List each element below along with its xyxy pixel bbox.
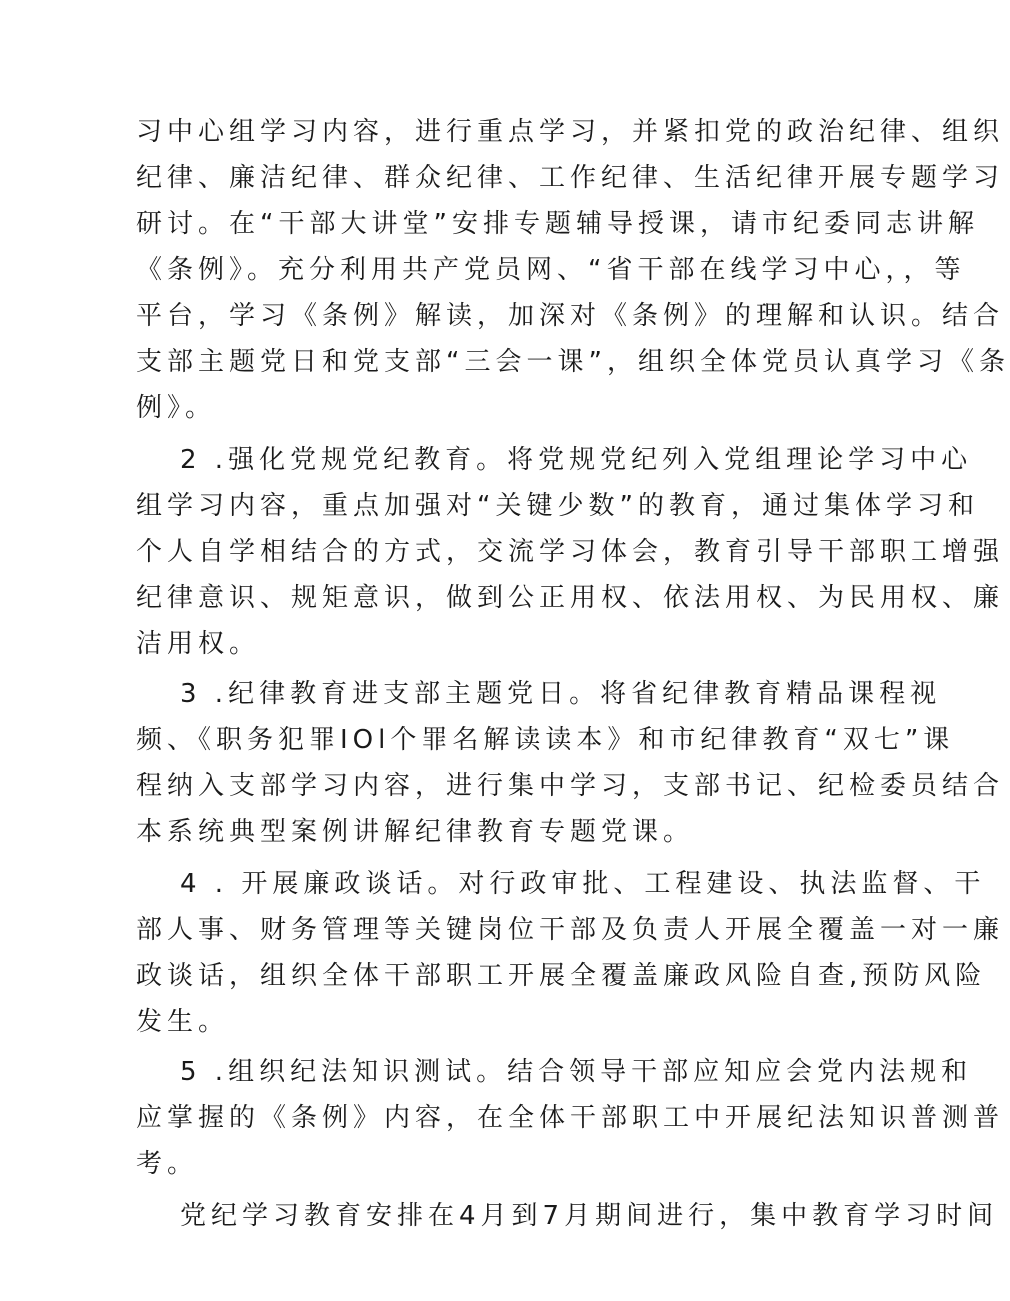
text-line: 本系统典型案例讲解纪律教育专题党课。 (136, 817, 695, 847)
text-line: 平台，学习《条例》解读，加深对《条例》的理解和认识。结合 (136, 301, 1005, 331)
text-line: 例》。 (136, 393, 217, 423)
text-line: 支部主题党日和党支部“三会一课”，组织全体党员认真学习《条 (136, 347, 1010, 377)
text-line: 考。 (136, 1149, 199, 1179)
text-line: 4 . 开展廉政谈话。对行政审批、工程建设、执法监督、干 (180, 869, 986, 899)
text-line: 纪律、廉洁纪律、群众纪律、工作纪律、生活纪律开展专题学习 (136, 163, 1005, 193)
text-line: 程纳入支部学习内容，进行集中学习，支部书记、纪检委员结合 (136, 771, 1005, 801)
text-line: 频、《职务犯罪IOl个罪名解读读本》和市纪律教育“双七”课 (136, 725, 955, 755)
text-line: 组学习内容，重点加强对“关键少数”的教育，通过集体学习和 (136, 491, 979, 521)
text-line: 5 .组织纪法知识测试。结合领导干部应知应会党内法规和 (180, 1057, 973, 1087)
text-line: 3 .纪律教育进支部主题党日。将省纪律教育精品课程视 (180, 679, 942, 709)
text-line: 政谈话，组织全体干部职工开展全覆盖廉政风险自查,预防风险 (136, 961, 987, 991)
text-line: 发生。 (136, 1007, 230, 1037)
text-line: 研讨。在“干部大讲堂”安排专题辅导授课，请市纪委同志讲解 (136, 209, 979, 239)
text-line: 党纪学习教育安排在4月到7月期间进行，集中教育学习时间 (180, 1201, 999, 1231)
text-line: 洁用权。 (136, 629, 261, 659)
text-line: 个人自学相结合的方式，交流学习体会，教育引导干部职工增强 (136, 537, 1005, 567)
text-line: 部人事、财务管理等关键岗位干部及负责人开展全覆盖一对一廉 (136, 915, 1005, 945)
text-line: 习中心组学习内容，进行重点学习，并紧扣党的政治纪律、组织 (136, 117, 1005, 147)
text-line: 2 .强化党规党纪教育。将党规党纪列入党组理论学习中心 (180, 445, 973, 475)
text-line: 纪律意识、规矩意识，做到公正用权、依法用权、为民用权、廉 (136, 583, 1005, 613)
text-line: 应掌握的《条例》内容，在全体干部职工中开展纪法知识普测普 (136, 1103, 1005, 1133)
text-line: 《条例》。充分利用共产党员网、“省干部在线学习中心，，等 (136, 255, 966, 285)
